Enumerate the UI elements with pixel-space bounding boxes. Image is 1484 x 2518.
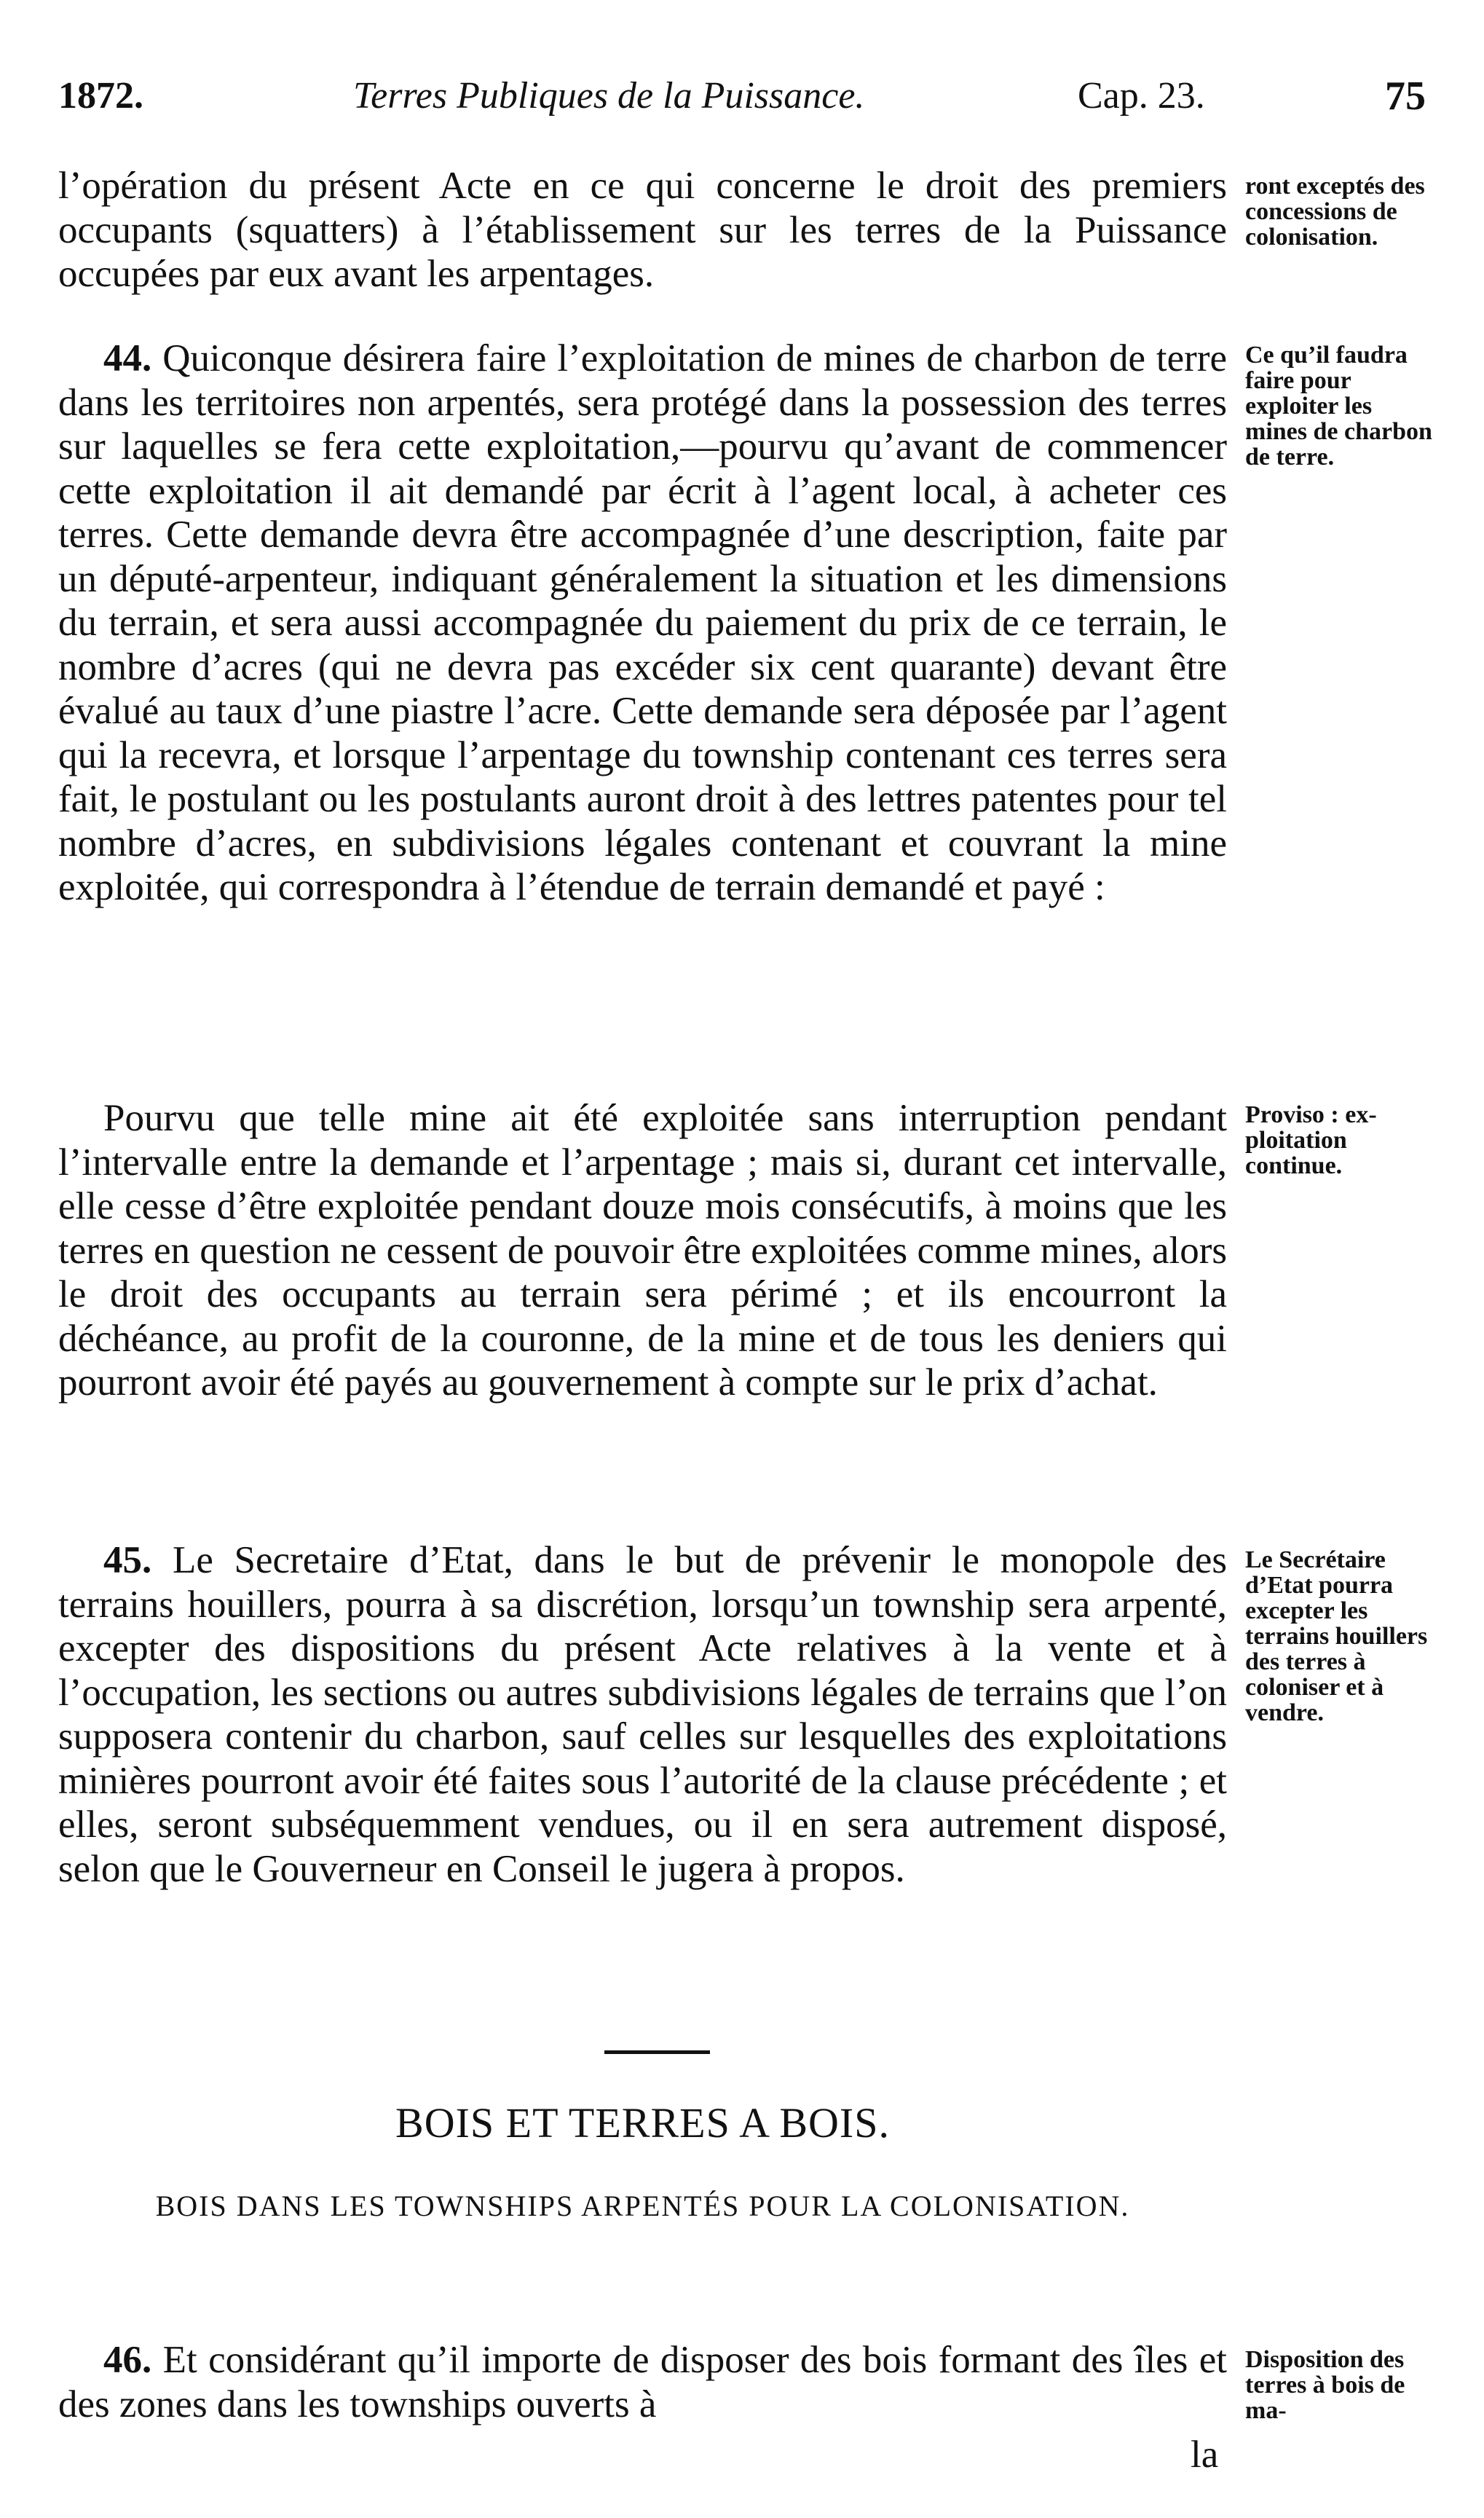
running-header bbox=[58, 70, 1426, 122]
section-44 bbox=[58, 337, 1227, 910]
margin-note-secretary: Le Secrétaire d’Etat pourra excepter les terrains houillers des terres à coloniser et à vendre. bbox=[1245, 1546, 1428, 1726]
paragraph-text: l’opération du présent Acte en ce qui concerne le droit des premiers occupants (squatters) à l’établissement sur les terres de la Puissance occupées par eux avant les arpentages. bbox=[58, 165, 1227, 295]
page-number: 75 bbox=[1385, 74, 1426, 119]
margin-note-disposition: Disposition des terres à bois de ma- bbox=[1245, 2346, 1405, 2424]
proviso-paragraph bbox=[58, 1096, 1227, 1405]
section-divider bbox=[604, 2050, 710, 2054]
catchword: la bbox=[1191, 2434, 1219, 2476]
section-44-paragraph bbox=[58, 337, 1227, 910]
paragraph-continuation bbox=[58, 164, 1227, 296]
section-45-paragraph bbox=[58, 1538, 1227, 1891]
margin-note-exceptions: ront exceptés des concessions de colonisation. bbox=[1245, 173, 1425, 251]
header-year: 1872. bbox=[58, 75, 143, 117]
subheading-townships: BOIS DANS LES TOWNSHIPS ARPENTÉS POUR LA COLONISATION. bbox=[155, 2190, 1130, 2222]
section-44-text: Quiconque désirera faire l’exploitation de mines de charbon de terre dans les territoires non arpentés, sera protégé dans la possession des terres sur laquelles se fera cette exploitation,—pourvu qu’avant de commencer cette exploitation il ait demandé par écrit à l’agent local, à acheter ces terres. Cette demande devra être accompagnée d’une description, faite par un député-arpenteur, indiquant généralement la situation et les dimensions du terrain, et sera aussi accompagnée du paiement du prix de ce terrain, le nombre d’acres (qui ne devra pas excéder six cent quarante) devant être évalué au taux d’une piastre l’acre. Cette demande sera déposée par l’agent qui la recevra, et lorsque l’arpentage du township contenant ces terres sera fait, le postulant ou les postulants auront droit à des lettres patentes pour tel nombre d’acres, en subdivisions légales contenant et couvrant la mine exploitée, qui correspondra à l’étendue de terrain demandé et payé : bbox=[58, 337, 1227, 908]
heading-bois-et-terres: BOIS ET TERRES A BOIS. bbox=[395, 2099, 890, 2147]
header-chapter: Cap. 23. bbox=[1078, 75, 1205, 117]
margin-note-coal-mines: Ce qu’il faudra faire pour exploiter les mines de charbon de terre. bbox=[1245, 342, 1432, 471]
section-45-text: Le Secretaire d’Etat, dans le but de prévenir le monopole des terrains houillers, pourra à sa discrétion, lorsqu’un township sera arpenté, excepter des dispositions du présent Acte relatives à la vente et à l’occupation, les sections ou autres subdivisions légales de terrains que l’on supposera contenir du charbon, sauf celles sur lesquelles des exploitations minières pourront avoir été faites sous l’autorité de la clause précédente ; et elles, seront subséquemment vendues, ou il en sera autrement disposé, selon que le Gouverneur en Conseil le jugera à propos. bbox=[58, 1539, 1227, 1890]
section-46-text: Et considérant qu’il importe de disposer des bois formant des îles et des zones dans les townships ouverts à bbox=[58, 2339, 1227, 2425]
proviso-text: Pourvu que telle mine ait été exploitée sans interruption pendant l’intervalle entre la demande et l’arpentage ; mais si, durant cet intervalle, elle cesse d’être exploitée pendant douze mois consécutifs, à moins que les terres en question ne cessent de pouvoir être exploitées comme mines, alors le droit des occupants au terrain sera périmé ; et ils encourront la déchéance, au profit de la couronne, de la mine et de tous les deniers qui pourront avoir été payés au gouvernement à compte sur le prix d’achat. bbox=[58, 1097, 1227, 1404]
section-number: 46. bbox=[103, 2339, 152, 2381]
section-number: 44. bbox=[103, 337, 152, 379]
margin-note-proviso: Proviso : exploitation continue. bbox=[1245, 1101, 1377, 1179]
section-45 bbox=[58, 1538, 1227, 1891]
section-46 bbox=[58, 2338, 1227, 2426]
section-46-paragraph bbox=[58, 2338, 1227, 2426]
header-title: Terres Publiques de la Puissance. bbox=[353, 75, 865, 117]
section-number: 45. bbox=[103, 1539, 152, 1581]
